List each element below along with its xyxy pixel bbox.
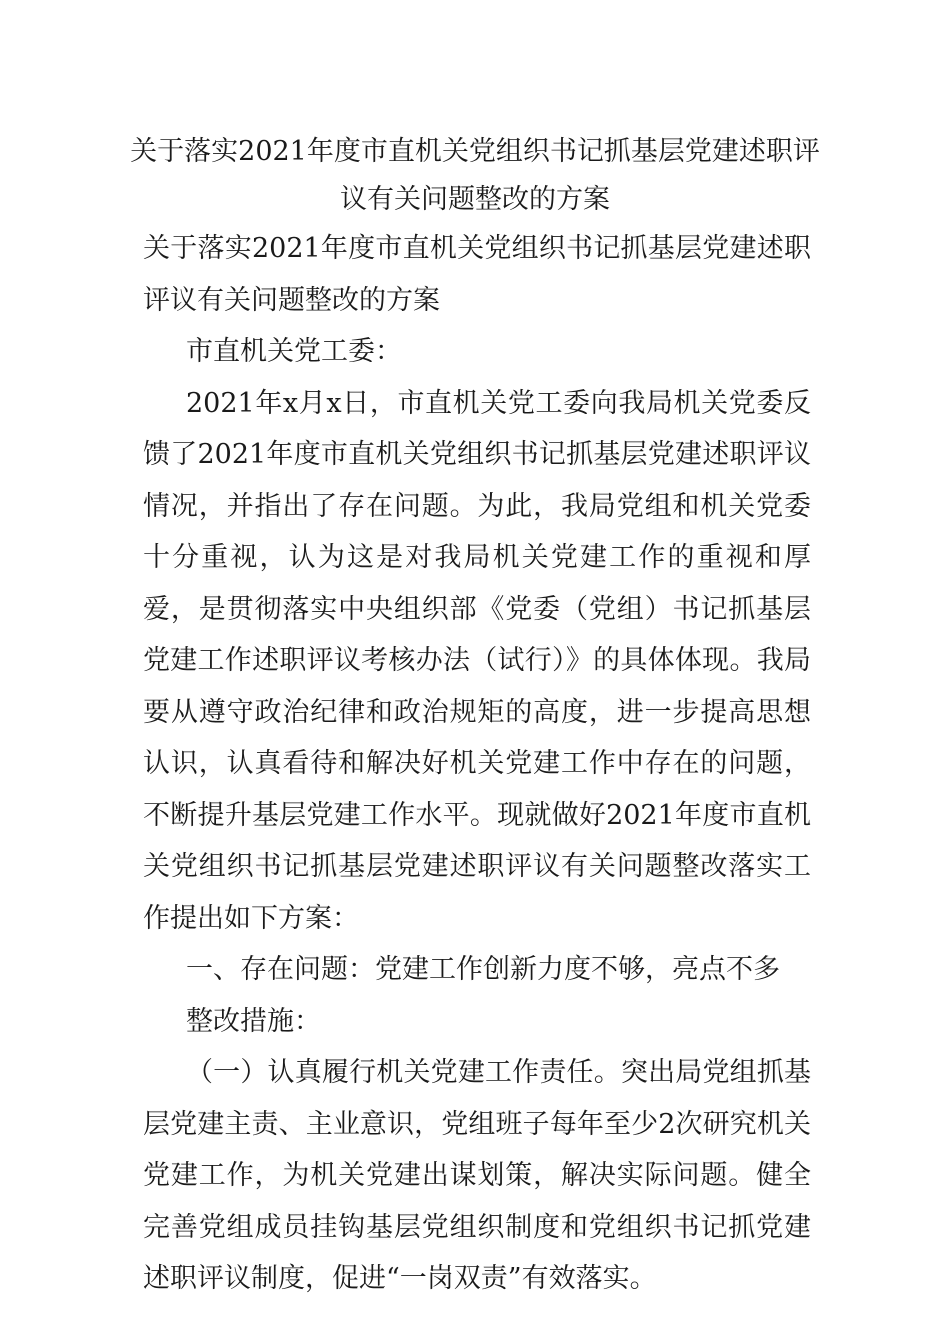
measures-heading: 整改措施：	[186, 1005, 321, 1037]
intro-paragraph: 2021年x月x日，市直机关党工委向我局机关党委反馈了2021年度市直机关党组织书记抓基层党建述职评议情况，并指出了存在问题。为此，我局党组和机关党委十分重视，认为这是对我局机关党建工作的重视和厚爱，是贯彻落实中央组织部《党委（党组）书记抓基层党建工作述职评议考核办法（试行）》的具体体现。我局要从遵守政治纪律和政治规矩的高度，进一步提高思想认识，认真看待和解决好机关党建工作中存在的问题，不断提升基层党建工作水平。现就做好2021年度市直机关党组织书记抓基层党建述职评议有关问题整改落实工作提出如下方案：	[143, 387, 811, 934]
salutation-paragraph: 市直机关党工委：	[186, 336, 402, 367]
document-body	[143, 223, 811, 1305]
document-title: 关于落实2021年度市直机关党组织书记抓基层党建述职评议有关问题整改的方案	[130, 136, 820, 215]
measure-item-paragraph: （一）认真履行机关党建工作责任。突出局党组抓基层党建主责、主业意识，党组班子每年至少2次研究机关党建工作，为机关党建出谋划策，解决实际问题。健全完善党组成员挂钩基层党组织制度和党组织书记抓党建述职评议制度，促进“一岗双责”有效落实。	[143, 1057, 811, 1294]
repeated-title-paragraph: 关于落实2021年度市直机关党组织书记抓基层党建述职评议有关问题整改的方案	[143, 233, 811, 316]
problem-heading: 一、存在问题：党建工作创新力度不够，亮点不多	[186, 954, 780, 985]
